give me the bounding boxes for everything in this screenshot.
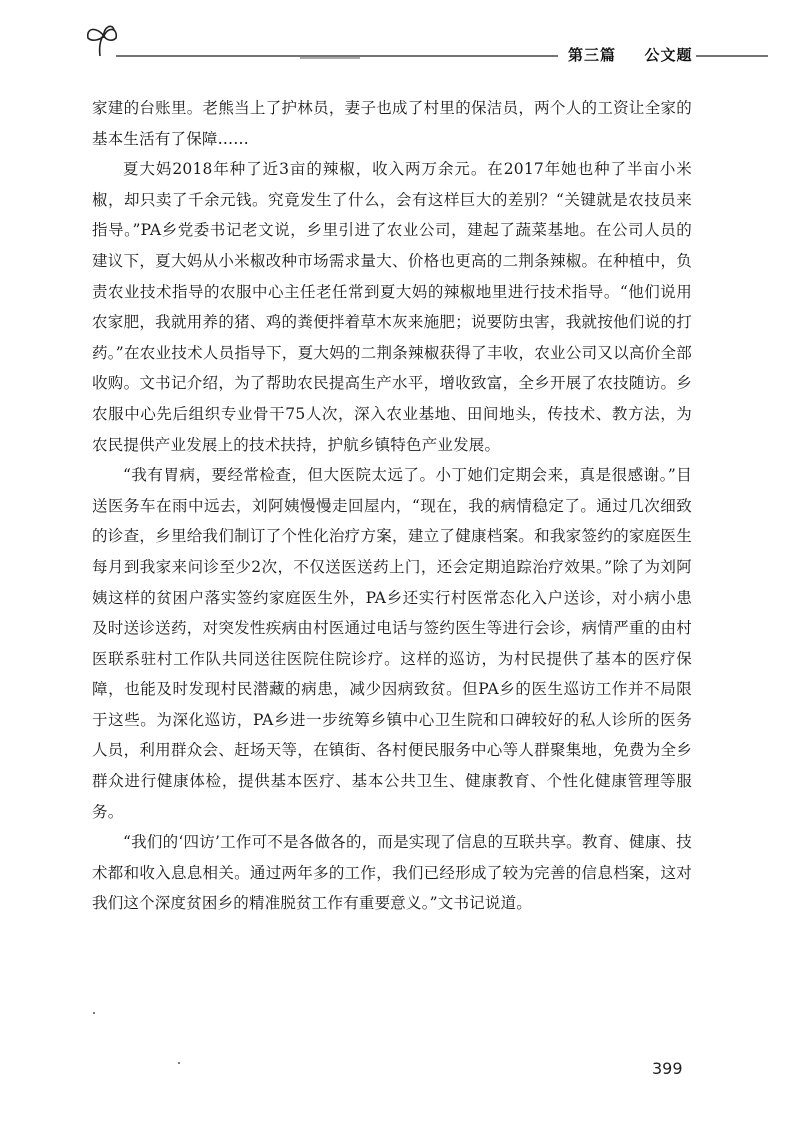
section-label xyxy=(568,44,693,65)
chapter-title: 公文题 xyxy=(644,46,693,64)
page-number: 399 xyxy=(652,1059,683,1078)
section-title: 第三篇 xyxy=(568,46,617,64)
leaf-sprout-icon xyxy=(88,26,117,56)
paragraph-4: “我们的‘四访’工作可不是各做各的，而是实现了信息的互联共享。教育、健康、技术都和收入息息相关。通过两年多的工作，我们已经形成了较为完善的信息档案，这对我们这个深度贫困乡的精准脱贫工作有重要意义。”文书记说道。 xyxy=(92,833,692,913)
page-header xyxy=(0,0,800,90)
article-body xyxy=(92,93,692,919)
paragraph-1: 家建的台账里。老熊当上了护林员，妻子也成了村里的保洁员，两个人的工资让全家的基本生活有了保障…… xyxy=(92,99,692,148)
scan-speck xyxy=(93,1012,95,1014)
scan-speck xyxy=(178,1062,180,1064)
paragraph-2: 夏大妈2018年种了近3亩的辣椒，收入两万余元。在2017年她也种了半亩小米椒，却只卖了千余元钱。究竟发生了什么，会有这样巨大的差别？“关键就是农技员来指导。”PA乡党委书记老文说，乡里引进了农业公司，建起了蔬菜基地。在公司人员的建议下，夏大妈从小米椒改种市场需求量大、价格也更高的二荆条辣椒。在种植中，负责农业技术指导的农服中心主任老任常到夏大妈的辣椒地里进行技术指导。“他们说用农家肥，我就用养的猪、鸡的粪便拌着草木灰来施肥；说要防虫害，我就按他们说的打药。”在农业技术人员指导下，夏大妈的二荆条辣椒获得了丰收，农业公司又以高价全部收购。文书记介绍，为了帮助农民提高生产水平，增收致富，全乡开展了农技随访。乡农服中心先后组织专业骨干75人次，深入农业基地、田间地头，传技术、教方法，为农民提供产业发展上的技术扶持，护航乡镇特色产业发展。 xyxy=(92,160,692,454)
paragraph-3: “我有胃病，要经常检查，但大医院太远了。小丁她们定期会来，真是很感谢。”目送医务车在雨中远去，刘阿姨慢慢走回屋内，“现在，我的病情稳定了。通过几次细致的诊查，乡里给我们制订了个性化治疗方案，建立了健康档案。和我家签约的家庭医生每月到我家来问诊至少2次，不仅送医送药上门，还会定期追踪治疗效果。”除了为刘阿姨这样的贫困户落实签约家庭医生外，PA乡还实行村医常态化入户送诊，对小病小患及时送诊送药，对突发性疾病由村医通过电话与签约医生等进行会诊，病情严重的由村医联系驻村工作队共同送往医院住院诊疗。这样的巡访，为村民提供了基本的医疗保障，也能及时发现村民潜藏的病患，减少因病致贫。但PA乡的医生巡访工作并不局限于这些。为深化巡访，PA乡进一步统筹乡镇中心卫生院和口碑较好的私人诊所的医务人员，利用群众会、赶场天等，在镇街、各村便民服务中心等人群聚集地，免费为全乡群众进行健康体检，提供基本医疗、基本公共卫生、健康教育、个性化健康管理等服务。 xyxy=(92,466,692,821)
